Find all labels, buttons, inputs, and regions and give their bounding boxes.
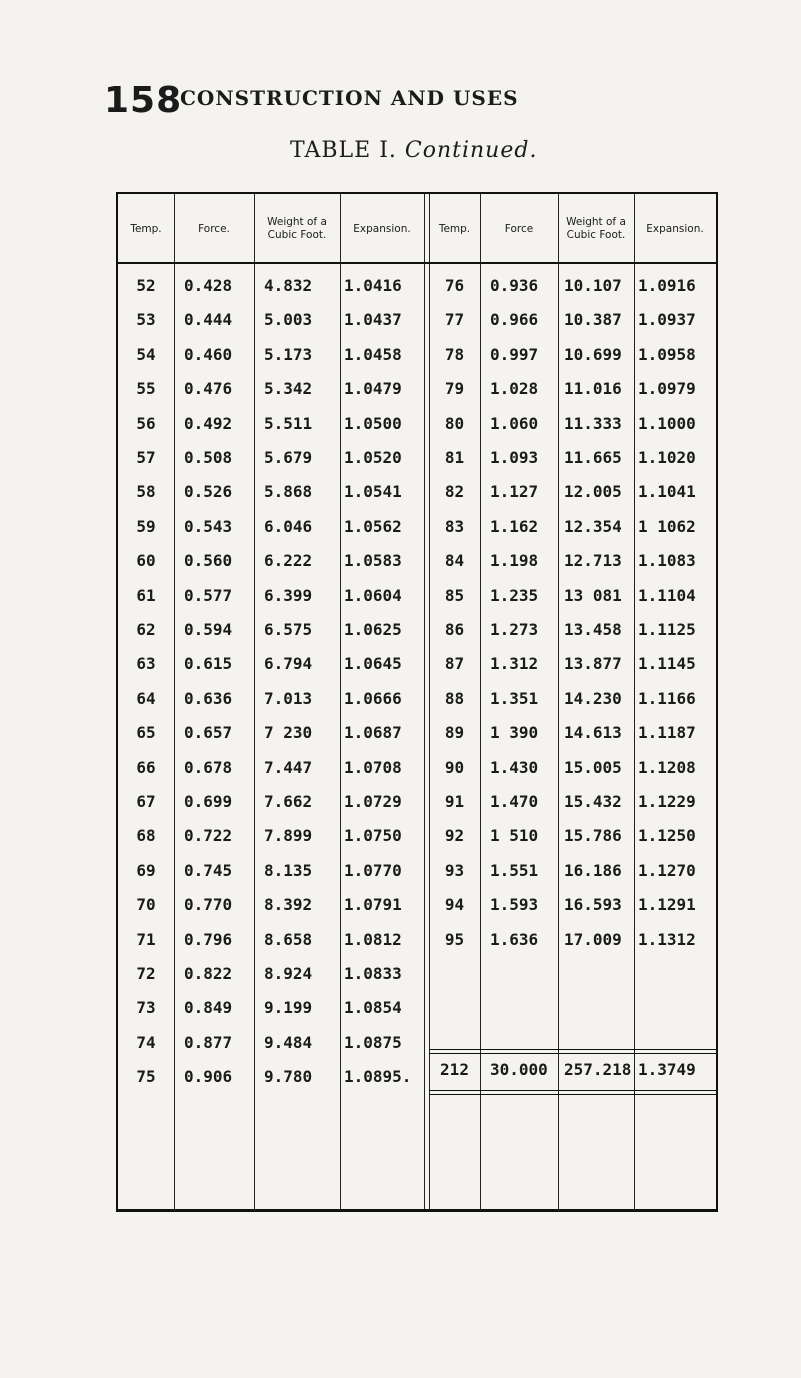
cell-temp: 77 bbox=[444, 310, 465, 330]
cell-temp: 56 bbox=[136, 413, 156, 433]
cell-temp: 74 bbox=[136, 1032, 156, 1052]
cell-expansion: 1.0520 bbox=[344, 448, 402, 467]
cell-weight: 10.387 bbox=[564, 310, 622, 330]
header-expansion: Expansion. bbox=[646, 222, 704, 235]
cell-force: 0.745 bbox=[184, 860, 233, 880]
cell-force: 0.699 bbox=[184, 792, 233, 811]
cell-force: 0.678 bbox=[184, 757, 233, 777]
cell-expansion: 1.0458 bbox=[344, 344, 402, 364]
cell-weight: 7.662 bbox=[264, 792, 313, 811]
cell-force: 1.593 bbox=[490, 895, 539, 915]
cell-weight: 11.333 bbox=[564, 413, 622, 433]
page-number: 158 bbox=[104, 80, 183, 121]
cell-temp: 54 bbox=[136, 344, 156, 364]
cell-force: 0.444 bbox=[184, 310, 233, 330]
cell-weight: 5.342 bbox=[264, 379, 313, 399]
cell-expansion: 1.1229 bbox=[638, 792, 696, 811]
cell-expansion: 1.0770 bbox=[344, 860, 402, 880]
cell-expansion: 1.0645 bbox=[344, 654, 402, 674]
cell-temp: 71 bbox=[136, 929, 156, 949]
cell-expansion: 1.1020 bbox=[638, 448, 696, 467]
cell-temp: 70 bbox=[136, 895, 156, 915]
cell-temp: 212 bbox=[440, 1060, 469, 1079]
cell-expansion: 1.1125 bbox=[638, 620, 696, 639]
cell-weight: 7.899 bbox=[264, 826, 313, 846]
cell-force: 0.508 bbox=[184, 448, 233, 467]
cell-force: 1.162 bbox=[490, 516, 539, 536]
cell-temp: 53 bbox=[136, 310, 156, 330]
cell-weight: 4.832 bbox=[264, 276, 313, 295]
cell-weight: 12.354 bbox=[564, 516, 622, 536]
cell-expansion: 1.0750 bbox=[344, 826, 402, 846]
cell-expansion: 1.1104 bbox=[638, 585, 696, 605]
cell-expansion: 1.1083 bbox=[638, 551, 696, 571]
cell-expansion: 1.0666 bbox=[344, 688, 402, 708]
cell-force: 1.351 bbox=[490, 688, 539, 708]
header-rule bbox=[118, 262, 716, 264]
cell-expansion: 1.0687 bbox=[344, 723, 402, 743]
cell-weight: 6.046 bbox=[264, 516, 313, 536]
cell-expansion: 1.0562 bbox=[344, 516, 402, 536]
cell-weight: 5.679 bbox=[264, 448, 313, 467]
cell-weight: 8.135 bbox=[264, 860, 313, 880]
cell-expansion: 1.0625 bbox=[344, 620, 402, 639]
cell-weight: 15.786 bbox=[564, 826, 622, 846]
cell-weight: 13 081 bbox=[564, 585, 622, 605]
cell-temp: 76 bbox=[444, 276, 465, 295]
cell-weight: 5.868 bbox=[264, 482, 313, 502]
cell-expansion: 1.0708 bbox=[344, 757, 402, 777]
cell-temp: 82 bbox=[444, 482, 465, 502]
cell-weight: 15.005 bbox=[564, 757, 622, 777]
cell-expansion: 1.0729 bbox=[344, 792, 402, 811]
cell-force: 0.849 bbox=[184, 998, 233, 1018]
column-rule bbox=[634, 194, 635, 1209]
cell-weight: 13.458 bbox=[564, 620, 622, 639]
cell-force: 0.657 bbox=[184, 723, 233, 743]
cell-expansion: 1.0895. bbox=[344, 1067, 412, 1087]
cell-expansion: 1.1312 bbox=[638, 929, 696, 949]
cell-temp: 79 bbox=[444, 379, 465, 399]
cell-temp: 84 bbox=[444, 551, 465, 571]
cell-force: 0.770 bbox=[184, 895, 233, 915]
cell-temp: 92 bbox=[444, 826, 465, 846]
cell-weight: 5.173 bbox=[264, 344, 313, 364]
cell-expansion: 1 1062 bbox=[638, 516, 696, 536]
cell-expansion: 1.3749 bbox=[638, 1060, 696, 1079]
cell-force: 0.543 bbox=[184, 516, 233, 536]
cell-temp: 85 bbox=[444, 585, 465, 605]
cell-temp: 59 bbox=[136, 516, 156, 536]
cell-force: 1.470 bbox=[490, 792, 539, 811]
cell-force: 1.060 bbox=[490, 413, 539, 433]
cell-expansion: 1.1187 bbox=[638, 723, 696, 743]
cell-temp: 86 bbox=[444, 620, 465, 639]
cell-weight: 14.613 bbox=[564, 723, 622, 743]
cell-force: 0.560 bbox=[184, 551, 233, 571]
column-rule bbox=[340, 194, 341, 1209]
cell-force: 30.000 bbox=[490, 1060, 548, 1079]
cell-force: 0.577 bbox=[184, 585, 233, 605]
cell-expansion: 1.0583 bbox=[344, 551, 402, 571]
table-title-main: TABLE I. bbox=[290, 138, 397, 163]
cell-force: 1.127 bbox=[490, 482, 539, 502]
cell-weight: 7.013 bbox=[264, 688, 313, 708]
cell-expansion: 1.0479 bbox=[344, 379, 402, 399]
cell-force: 0.796 bbox=[184, 929, 233, 949]
cell-temp: 90 bbox=[444, 757, 465, 777]
cell-temp: 63 bbox=[136, 654, 156, 674]
column-rule bbox=[558, 194, 559, 1209]
cell-force: 0.460 bbox=[184, 344, 233, 364]
cell-force: 1.312 bbox=[490, 654, 539, 674]
cell-expansion: 1.1270 bbox=[638, 860, 696, 880]
cell-temp: 93 bbox=[444, 860, 465, 880]
cell-weight: 9.199 bbox=[264, 998, 313, 1018]
cell-temp: 68 bbox=[136, 826, 156, 846]
table-title-continued: Continued. bbox=[404, 138, 538, 163]
column-rule bbox=[174, 194, 175, 1209]
right-section-rule-bottom bbox=[429, 1090, 716, 1095]
column-rule bbox=[480, 194, 481, 1209]
cell-temp: 91 bbox=[444, 792, 465, 811]
cell-force: 1 390 bbox=[490, 723, 539, 743]
cell-temp: 89 bbox=[444, 723, 465, 743]
cell-force: 0.615 bbox=[184, 654, 233, 674]
cell-force: 0.526 bbox=[184, 482, 233, 502]
cell-expansion: 1.1000 bbox=[638, 413, 696, 433]
cell-temp: 57 bbox=[136, 448, 156, 467]
cell-force: 1.430 bbox=[490, 757, 539, 777]
cell-expansion: 1.0812 bbox=[344, 929, 402, 949]
cell-weight: 6.575 bbox=[264, 620, 313, 639]
cell-weight: 17.009 bbox=[564, 929, 622, 949]
cell-expansion: 1.0416 bbox=[344, 276, 402, 295]
running-head: CONSTRUCTION AND USES bbox=[180, 86, 519, 110]
cell-expansion: 1.1208 bbox=[638, 757, 696, 777]
cell-weight: 6.794 bbox=[264, 654, 313, 674]
cell-weight: 11.665 bbox=[564, 448, 622, 467]
cell-force: 0.997 bbox=[490, 344, 539, 364]
cell-temp: 94 bbox=[444, 895, 465, 915]
cell-weight: 16.186 bbox=[564, 860, 622, 880]
cell-expansion: 1.0875 bbox=[344, 1032, 402, 1052]
cell-expansion: 1.0854 bbox=[344, 998, 402, 1018]
cell-temp: 81 bbox=[444, 448, 465, 467]
cell-force: 0.492 bbox=[184, 413, 233, 433]
cell-expansion: 1.0979 bbox=[638, 379, 696, 399]
cell-force: 0.636 bbox=[184, 688, 233, 708]
cell-weight: 11.016 bbox=[564, 379, 622, 399]
cell-force: 1.273 bbox=[490, 620, 539, 639]
cell-temp: 83 bbox=[444, 516, 465, 536]
cell-expansion: 1.1291 bbox=[638, 895, 696, 915]
cell-temp: 75 bbox=[136, 1067, 156, 1087]
cell-temp: 55 bbox=[136, 379, 156, 399]
cell-force: 1.636 bbox=[490, 929, 539, 949]
cell-temp: 65 bbox=[136, 723, 156, 743]
cell-force: 1 510 bbox=[490, 826, 539, 846]
header-weight: Weight of a Cubic Foot. bbox=[566, 216, 626, 241]
cell-temp: 95 bbox=[444, 929, 465, 949]
cell-force: 0.822 bbox=[184, 964, 233, 983]
cell-weight: 9.780 bbox=[264, 1067, 313, 1087]
cell-weight: 12.005 bbox=[564, 482, 622, 502]
cell-weight: 16.593 bbox=[564, 895, 622, 915]
cell-expansion: 1.0791 bbox=[344, 895, 402, 915]
cell-temp: 73 bbox=[136, 998, 156, 1018]
cell-temp: 52 bbox=[136, 276, 156, 295]
cell-temp: 61 bbox=[136, 585, 156, 605]
cell-expansion: 1.0937 bbox=[638, 310, 696, 330]
cell-expansion: 1.0833 bbox=[344, 964, 402, 983]
cell-expansion: 1.0500 bbox=[344, 413, 402, 433]
header-force: Force. bbox=[198, 222, 230, 235]
cell-temp: 58 bbox=[136, 482, 156, 502]
cell-weight: 8.658 bbox=[264, 929, 313, 949]
cell-temp: 62 bbox=[136, 620, 156, 639]
cell-force: 1.198 bbox=[490, 551, 539, 571]
cell-weight: 15.432 bbox=[564, 792, 622, 811]
cell-temp: 67 bbox=[136, 792, 156, 811]
header-weight: Weight of a Cubic Foot. bbox=[267, 216, 327, 241]
cell-weight: 5.003 bbox=[264, 310, 313, 330]
cell-force: 1.551 bbox=[490, 860, 539, 880]
cell-temp: 87 bbox=[444, 654, 465, 674]
cell-temp: 72 bbox=[136, 964, 156, 983]
cell-weight: 10.699 bbox=[564, 344, 622, 364]
data-table bbox=[116, 192, 718, 1212]
cell-temp: 88 bbox=[444, 688, 465, 708]
cell-force: 0.936 bbox=[490, 276, 539, 295]
cell-expansion: 1.1250 bbox=[638, 826, 696, 846]
cell-weight: 10.107 bbox=[564, 276, 622, 295]
cell-temp: 80 bbox=[444, 413, 465, 433]
cell-weight: 6.399 bbox=[264, 585, 313, 605]
cell-expansion: 1.1145 bbox=[638, 654, 696, 674]
cell-force: 1.235 bbox=[490, 585, 539, 605]
cell-force: 0.476 bbox=[184, 379, 233, 399]
cell-expansion: 1.0916 bbox=[638, 276, 696, 295]
cell-weight: 7 230 bbox=[264, 723, 313, 743]
cell-weight: 5.511 bbox=[264, 413, 313, 433]
cell-expansion: 1.0604 bbox=[344, 585, 402, 605]
column-rule bbox=[254, 194, 255, 1209]
cell-weight: 6.222 bbox=[264, 551, 313, 571]
cell-weight: 14.230 bbox=[564, 688, 622, 708]
table-title bbox=[290, 138, 537, 163]
header-force: Force bbox=[504, 222, 534, 235]
cell-expansion: 1.0541 bbox=[344, 482, 402, 502]
cell-temp: 66 bbox=[136, 757, 156, 777]
header-expansion: Expansion. bbox=[353, 222, 411, 235]
cell-force: 0.594 bbox=[184, 620, 233, 639]
cell-force: 1.093 bbox=[490, 448, 539, 467]
cell-weight: 7.447 bbox=[264, 757, 313, 777]
cell-force: 1.028 bbox=[490, 379, 539, 399]
cell-force: 0.428 bbox=[184, 276, 233, 295]
cell-temp: 64 bbox=[136, 688, 156, 708]
cell-expansion: 1.1166 bbox=[638, 688, 696, 708]
cell-weight: 8.392 bbox=[264, 895, 313, 915]
right-section-rule-top bbox=[429, 1049, 716, 1054]
cell-weight: 257.218 bbox=[564, 1060, 632, 1079]
cell-force: 0.966 bbox=[490, 310, 539, 330]
cell-temp: 78 bbox=[444, 344, 465, 364]
header-temp: Temp. bbox=[130, 222, 162, 235]
cell-weight: 8.924 bbox=[264, 964, 313, 983]
cell-temp: 69 bbox=[136, 860, 156, 880]
cell-expansion: 1.0958 bbox=[638, 344, 696, 364]
cell-force: 0.722 bbox=[184, 826, 233, 846]
cell-expansion: 1.1041 bbox=[638, 482, 696, 502]
cell-weight: 12.713 bbox=[564, 551, 622, 571]
header-temp: Temp. bbox=[438, 222, 471, 235]
cell-force: 0.906 bbox=[184, 1067, 233, 1087]
cell-weight: 13.877 bbox=[564, 654, 622, 674]
cell-weight: 9.484 bbox=[264, 1032, 313, 1052]
cell-force: 0.877 bbox=[184, 1032, 233, 1052]
cell-expansion: 1.0437 bbox=[344, 310, 402, 330]
cell-temp: 60 bbox=[136, 551, 156, 571]
